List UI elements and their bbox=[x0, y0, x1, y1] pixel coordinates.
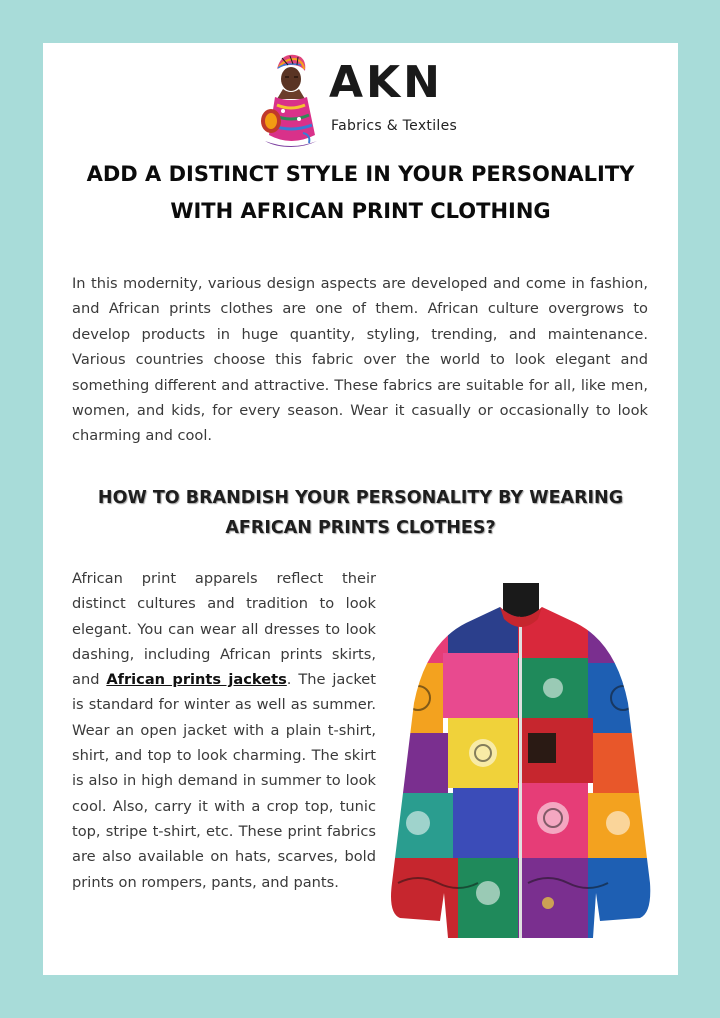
article-title: ADD A DISTINCT STYLE IN YOUR PERSONALITY WITH AFRICAN PRINT CLOTHING bbox=[86, 162, 635, 223]
african-print-jacket-image bbox=[388, 583, 653, 938]
brand-name: AKN bbox=[329, 57, 443, 108]
intro-paragraph: In this modernity, various design aspects are developed and come in fashion, and African prints clothes are one of them. African culture overgrows to develop products in huge quantity, styling, trending, and maintenance. Various countries choose this fabric over the world to look elegant and something different and attractive. These fabrics are suitable for all, like men, women, and kids, for every season. Wear it casually or occasionally to look charming and cool. bbox=[72, 275, 648, 445]
document-page bbox=[43, 43, 678, 975]
section-heading: HOW TO BRANDISH YOUR PERSONALITY BY WEARING AFRICAN PRINTS CLOTHES? bbox=[97, 488, 624, 538]
african-prints-jackets-link[interactable]: African prints jackets bbox=[106, 671, 287, 689]
body-paragraph bbox=[72, 566, 376, 895]
brand-logo[interactable] bbox=[255, 51, 485, 151]
woman-headwrap-logo-icon bbox=[255, 51, 327, 151]
body-text-start: African print apparels reflect their distinct cultures and tradition to look elegant. You can wear all dresses to look dashing, including African prints skirts, and bbox=[72, 570, 376, 689]
body-text-end: . The jacket is standard for winter as well as summer. Wear an open jacket with a plain t-shirt, shirt, and top to look charming. The skirt is also in high demand in summer to look cool. Also, carry it with a crop top, tunic top, stripe t-shirt, etc. These print fabrics are also available on hats, scarves, bold prints on rompers, pants, and pants. bbox=[72, 671, 376, 891]
brand-tagline: Fabrics & Textiles bbox=[331, 118, 458, 134]
